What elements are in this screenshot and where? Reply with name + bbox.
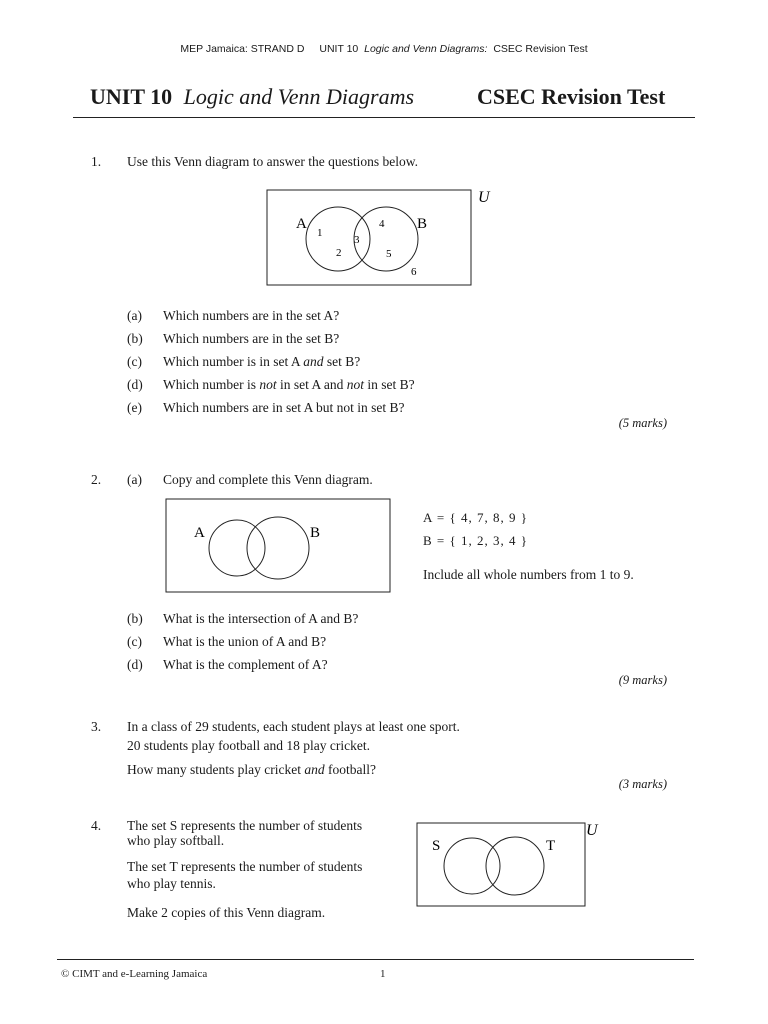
q4-number: 4.	[91, 818, 102, 833]
q1-circle-a	[306, 207, 370, 271]
q3-question: How many students play cricket and football?	[127, 762, 376, 777]
q2-part-text: What is the complement of A?	[163, 657, 328, 672]
q1-num-3: 3	[354, 234, 360, 246]
q1-num-1: 1	[317, 227, 323, 239]
title-divider	[73, 117, 695, 118]
q4-circle-t	[486, 837, 544, 895]
q1-part-label: (b)	[127, 331, 143, 346]
q1-part-label: (e)	[127, 400, 142, 415]
q1-part-text: Which numbers are in set A but not in set B?	[163, 400, 405, 415]
q1-part-text: Which numbers are in the set B?	[163, 331, 340, 346]
q4-instruction: Make 2 copies of this Venn diagram.	[127, 905, 326, 920]
q4-venn-diagram	[414, 818, 604, 910]
q2-part-label: (d)	[127, 657, 143, 672]
title-unit: UNIT 10	[90, 84, 173, 109]
q1-num-5: 5	[386, 248, 392, 260]
q1-universal-box	[267, 190, 471, 285]
q4-line: who play softball.	[127, 833, 225, 848]
q1-label-u: U	[478, 189, 490, 206]
q2-part-text: What is the intersection of A and B?	[163, 611, 359, 626]
q1-circle-b	[354, 207, 418, 271]
q4-label-u: U	[586, 822, 598, 839]
q2-part-text: What is the union of A and B?	[163, 634, 327, 649]
q2-venn-diagram	[164, 497, 394, 595]
q1-part-label: (d)	[127, 377, 143, 392]
q4-line: who play tennis.	[127, 876, 216, 891]
q2-number: 2.	[91, 472, 102, 487]
q1-num-6: 6	[411, 266, 417, 278]
q2-label-a: A	[194, 525, 205, 541]
header-strand: MEP Jamaica: STRAND D	[180, 43, 305, 55]
q4-universal-box	[417, 823, 585, 906]
q1-num-2: 2	[336, 247, 342, 259]
q4-line: The set S represents the number of students	[127, 818, 363, 833]
q3-marks: (3 marks)	[618, 777, 667, 791]
q1-part-label: (a)	[127, 308, 142, 323]
q2-marks: (9 marks)	[618, 673, 667, 687]
q1-part-label: (c)	[127, 354, 142, 369]
q2-part-label: (c)	[127, 634, 142, 649]
q2-part-label: (a)	[127, 472, 142, 487]
q2-circle-a	[209, 520, 265, 576]
footer-divider	[57, 959, 694, 960]
q1-label-a: A	[296, 216, 307, 232]
running-header	[0, 43, 768, 55]
q2-part-text: Copy and complete this Venn diagram.	[163, 472, 373, 487]
q2-label-b: B	[310, 525, 321, 541]
title-test: CSEC Revision Test	[477, 84, 666, 109]
q4-circle-s	[444, 838, 500, 894]
q1-venn-diagram	[262, 186, 502, 292]
q2-part-label: (b)	[127, 611, 143, 626]
q1-marks: (5 marks)	[618, 416, 667, 430]
title-topic: Logic and Venn Diagrams	[183, 84, 415, 109]
q4-label-t: T	[546, 838, 556, 854]
q1-part-text: Which number is not in set A and not in set B?	[163, 377, 415, 392]
q3-number: 3.	[91, 719, 102, 734]
q4-label-s: S	[432, 838, 441, 854]
q2-circle-b	[247, 517, 309, 579]
header-unit: UNIT 10 Logic and Venn Diagrams: CSEC Revision Test	[319, 43, 588, 55]
q1-part-text: Which numbers are in the set A?	[163, 308, 340, 323]
q2-set-a-definition: A = { 4, 7, 8, 9 }	[423, 510, 528, 525]
q2-set-b-definition: B = { 1, 2, 3, 4 }	[423, 533, 528, 548]
q2-include-note: Include all whole numbers from 1 to 9.	[423, 567, 634, 582]
q2-universal-box	[166, 499, 390, 592]
q3-line: 20 students play football and 18 play cricket.	[127, 738, 370, 753]
q1-part-text: Which number is in set A and set B?	[163, 354, 361, 369]
q1-intro: Use this Venn diagram to answer the questions below.	[127, 154, 418, 169]
q1-number: 1.	[91, 154, 102, 169]
q1-label-b: B	[417, 216, 428, 232]
page-number: 1	[380, 968, 386, 980]
q3-line: In a class of 29 students, each student plays at least one sport.	[127, 719, 460, 734]
q1-num-4: 4	[379, 218, 385, 230]
footer-copyright: © CIMT and e-Learning Jamaica	[61, 968, 208, 980]
page-title	[90, 84, 414, 110]
q4-line: The set T represents the number of students	[127, 859, 363, 874]
